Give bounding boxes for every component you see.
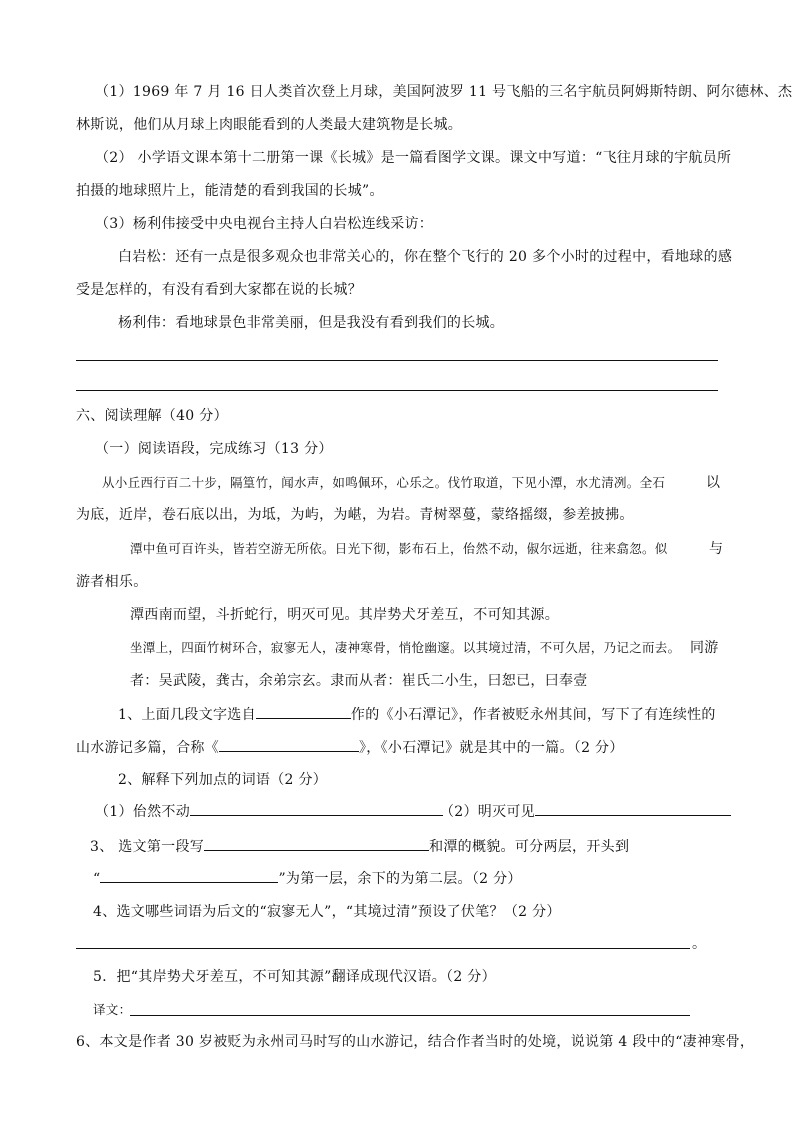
question-3-text-b: 和潭的概貌。可分两层，开头到: [429, 839, 630, 855]
passage-p1-line-1-end: 以: [706, 475, 721, 491]
question-2-item-2-blank[interactable]: [535, 801, 731, 816]
question-1-text-a: 1、上面几段文字选自: [118, 707, 256, 723]
question-3-quote-open: “: [93, 871, 101, 887]
question-1-text-c: 山水游记多篇，合称《: [76, 740, 219, 756]
question-3-blank-scene[interactable]: [204, 836, 429, 851]
question-1-blank-author[interactable]: [256, 704, 351, 719]
question-1-blank-collection[interactable]: [219, 737, 359, 752]
material-2-line-1: （2） 小学语文课本第十二册第一课《长城》是一篇看图学文课。课文中写道：“飞往月球的宇航员所: [95, 150, 732, 166]
question-1-line-1: [118, 704, 716, 725]
question-5-answer-line[interactable]: [130, 1015, 690, 1016]
question-2-item-1-blank[interactable]: [190, 801, 443, 816]
answer-line[interactable]: [76, 390, 718, 391]
question-1-text-b: 作的《小石潭记》，作者被贬永州其间，写下了有连续性的: [350, 707, 716, 723]
subsection-title: （一）阅读语段，完成练习（13 分）: [95, 441, 333, 457]
question-2-line: 2、解释下列加点的词语（2 分）: [118, 772, 328, 788]
question-2-item-1-label: （1）佁然不动: [95, 804, 191, 820]
question-5-line: 5．把“其岸势犬牙差互，不可知其源”翻译成现代汉语。（2 分）: [93, 969, 496, 985]
section-title: 六、阅读理解（40 分）: [76, 408, 228, 424]
passage-p1-line-1: 从小丘西行百二十步，隔篁竹，闻水声，如鸣佩环，心乐之。伐竹取道，下见小潭，水尤清冽。全石: [102, 475, 666, 490]
material-1-line-2: 林斯说，他们从月球上肉眼能看到的人类最大建筑物是长城。: [76, 117, 463, 133]
question-2-item-1: [95, 801, 443, 822]
passage-p1-line-2: 为底，近岸，卷石底以出，为坻，为屿，为嵁，为岩。青树翠蔓，蒙络摇缀，参差披拂。: [76, 507, 634, 523]
question-4-answer-line[interactable]: [76, 948, 690, 949]
question-3-text-c: ”为第一层，余下的为第二层。（2 分）: [278, 871, 522, 887]
material-3-line: （3）杨利伟接受中央电视台主持人白岩松连线采访：: [95, 216, 434, 232]
passage-p3: 潭西南而望，斗折蛇行，明灭可见。其岸势犬牙差互，不可知其源。: [130, 607, 559, 623]
interview-bai-line-1: 白岩松：还有一点是很多观众也非常关心的，你在整个飞行的 20 多个小时的过程中，看地球的感: [118, 249, 733, 265]
question-4-line: 4、选文哪些词语为后文的“寂寥无人”，“其境过清”预设了伏笔？（2 分）: [93, 904, 561, 920]
passage-p4-line-1: 坐潭上，四面竹树环合，寂寥无人，凄神寒骨，悄怆幽邃。以其境过清，不可久居，乃记之而去。: [130, 640, 681, 655]
question-1-text-d: 》，《小石潭记》就是其中的一篇。（2 分）: [359, 740, 624, 756]
passage-p2-line-1-end: 与: [709, 541, 724, 557]
question-2-item-2: [440, 801, 731, 822]
question-1-line-2: [76, 737, 624, 758]
material-1-line-1: （1）1969 年 7 月 16 日人类首次登上月球，美国阿波罗 11 号飞船的三名宇航员阿姆斯特朗、阿尔德林、杰: [95, 84, 793, 100]
passage-p2-line-2: 游者相乐。: [76, 574, 148, 590]
question-6-line: 6、本文是作者 30 岁被贬为永州司马时写的山水游记，结合作者当时的处境，说说第 4 段中的“凄神寒骨，: [76, 1034, 755, 1050]
question-5-answer-label: 译文：: [93, 1002, 132, 1017]
question-3-line-1: [90, 836, 629, 857]
question-4-period: 。: [692, 936, 707, 952]
question-3-blank-division[interactable]: [100, 868, 278, 883]
passage-p4-line-2: 者：吴武陵，龚古，余弟宗玄。隶而从者：崔氏二小生，曰恕已，曰奉壹: [130, 673, 588, 689]
question-3-line-2: [93, 868, 522, 889]
passage-p2-line-1: 潭中鱼可百许头，皆若空游无所依。日光下彻，影布石上，佁然不动，俶尔远逝，往来翕忽。似: [130, 541, 668, 556]
question-3-text-a: 3、 选文第一段写: [90, 839, 205, 855]
interview-yang-line: 杨利伟：看地球景色非常美丽，但是我没有看到我们的长城。: [118, 315, 505, 331]
interview-bai-line-2: 受是怎样的，有没有看到大家都在说的长城？: [76, 282, 362, 298]
passage-p4-line-1-end: 同游: [690, 640, 719, 656]
question-2-item-2-label: （2）明灭可见: [440, 804, 536, 820]
material-2-line-2: 拍摄的地球照片上，能清楚的看到我国的长城”。: [76, 183, 384, 199]
answer-line[interactable]: [76, 360, 718, 361]
